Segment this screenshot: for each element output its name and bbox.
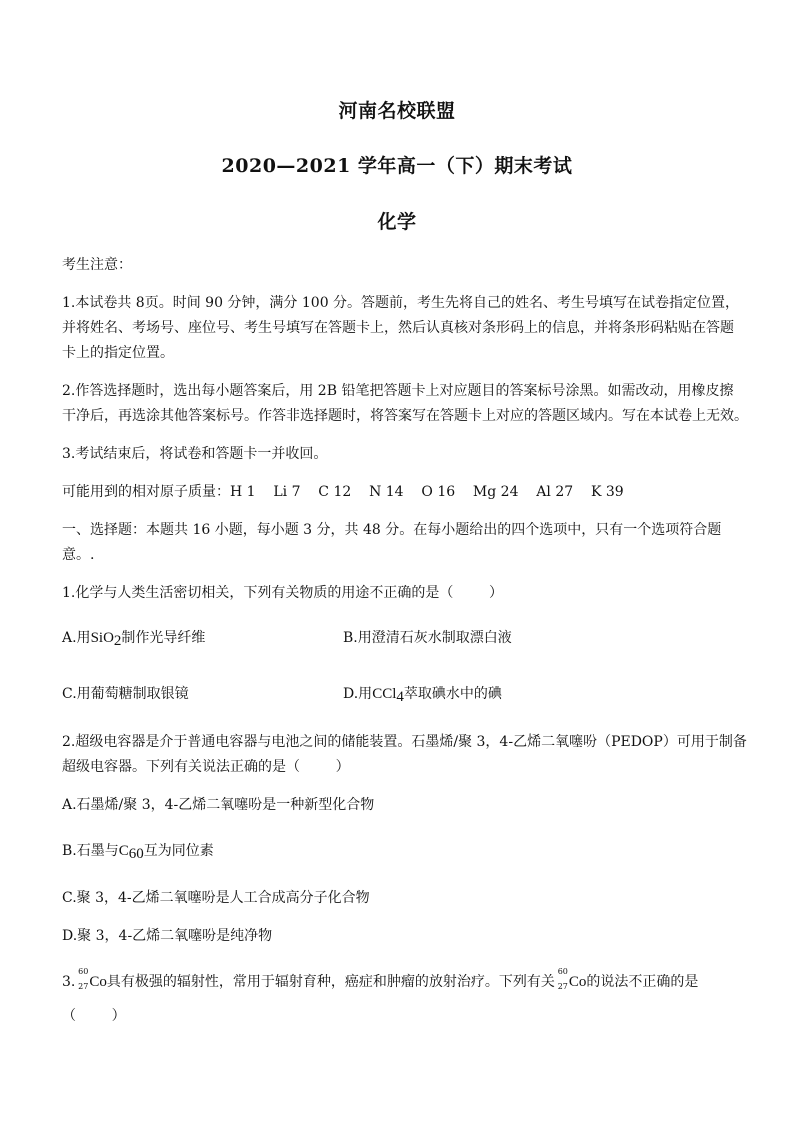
q2-stem-line2: 超级电容器。下列有关说法正确的是（ ） xyxy=(62,759,350,775)
notice-item2-line1: 2.作答选择题时，选出每小题答案后，用 2B 铅笔把答题卡上对应题目的答案标号涂黑。如需改动，用橡皮擦 xyxy=(62,383,734,399)
notice-item1-line2: 并将姓名、考场号、座位号、考生号填写在答题卡上，然后认真核对条形码上的信息，并将条形码粘贴在答题 xyxy=(62,320,734,336)
section1-line2: 意。. xyxy=(62,547,95,563)
q1-options-row2 xyxy=(62,680,734,708)
isotope-notation: 60 27 xyxy=(78,967,89,991)
q1-stem: 1.化学与人类生活密切相关，下列有关物质的用途不正确的是（ ） xyxy=(62,585,503,601)
notice-item1-line1: 1.本试卷共 8页。时间 90 分钟，满分 100 分。答题前，考生先将自己的姓名、考生号填写在试卷指定位置， xyxy=(62,295,740,311)
q2-option-d: D.聚 3，4-乙烯二氧噻吩是纯净物 xyxy=(62,928,273,944)
q1-options-row1 xyxy=(62,624,734,655)
section1-line1: 一、选择题：本题共 16 小题，每小题 3 分，共 48 分。在每小题给出的四个选项中，只有一个选项符合题 xyxy=(62,522,722,538)
q2-option-a: A.石墨烯/聚 3，4-乙烯二氧噻吩是一种新型化合物 xyxy=(62,797,375,813)
subject-title: 化学 xyxy=(377,211,417,233)
isotope-notation-2: 60 27 xyxy=(557,967,568,991)
notice-item3: 3.考试结束后，将试卷和答题卡一并收回。 xyxy=(62,446,328,462)
atomic-masses: 可能用到的相对原子质量：H 1 Li 7 C 12 N 14 O 16 Mg 24 Al 27 K 39 xyxy=(62,484,624,500)
notice-item1-line3: 卡上的指定位置。 xyxy=(62,345,174,361)
q2-option-b: B.石墨与$C_{60}$互为同位素 xyxy=(62,843,214,862)
notice-heading: 考生注意： xyxy=(62,257,132,273)
q3-stem-line2: （ ） xyxy=(62,1008,126,1024)
q2-option-c: C.聚 3，4-乙烯二氧噻吩是人工合成高分子化合物 xyxy=(62,890,370,906)
alliance-title: 河南名校联盟 xyxy=(338,100,456,122)
q3-stem-line1: 3. 60 27 Co具有极强的辐射性，常用于辐射育种，癌症和肿瘤的放射治疗。下列有关 60 27 Co的说法不正确的是 xyxy=(62,967,699,991)
q1-option-a: A.用SiO$_2$制作光导纤维 xyxy=(62,630,206,649)
exam-title: 2020—2021 学年高一（下）期末考试 xyxy=(221,155,573,177)
q1-option-c: C.用葡萄糖制取银镜 xyxy=(62,686,189,702)
q2-stem-line1: 2.超级电容器是介于普通电容器与电池之间的储能装置。石墨烯/聚 3，4-乙烯二氧噻吩（PEDOP）可用于制备 xyxy=(62,734,747,750)
q1-option-d: D.用CCl$_4$萃取碘水中的碘 xyxy=(343,686,502,705)
notice-item2-line2: 干净后，再选涂其他答案标号。作答非选择题时，将答案写在答题卡上对应的答题区域内。写在本试卷上无效。 xyxy=(62,408,748,424)
q1-option-b: B.用澄清石灰水制取漂白液 xyxy=(343,630,512,646)
